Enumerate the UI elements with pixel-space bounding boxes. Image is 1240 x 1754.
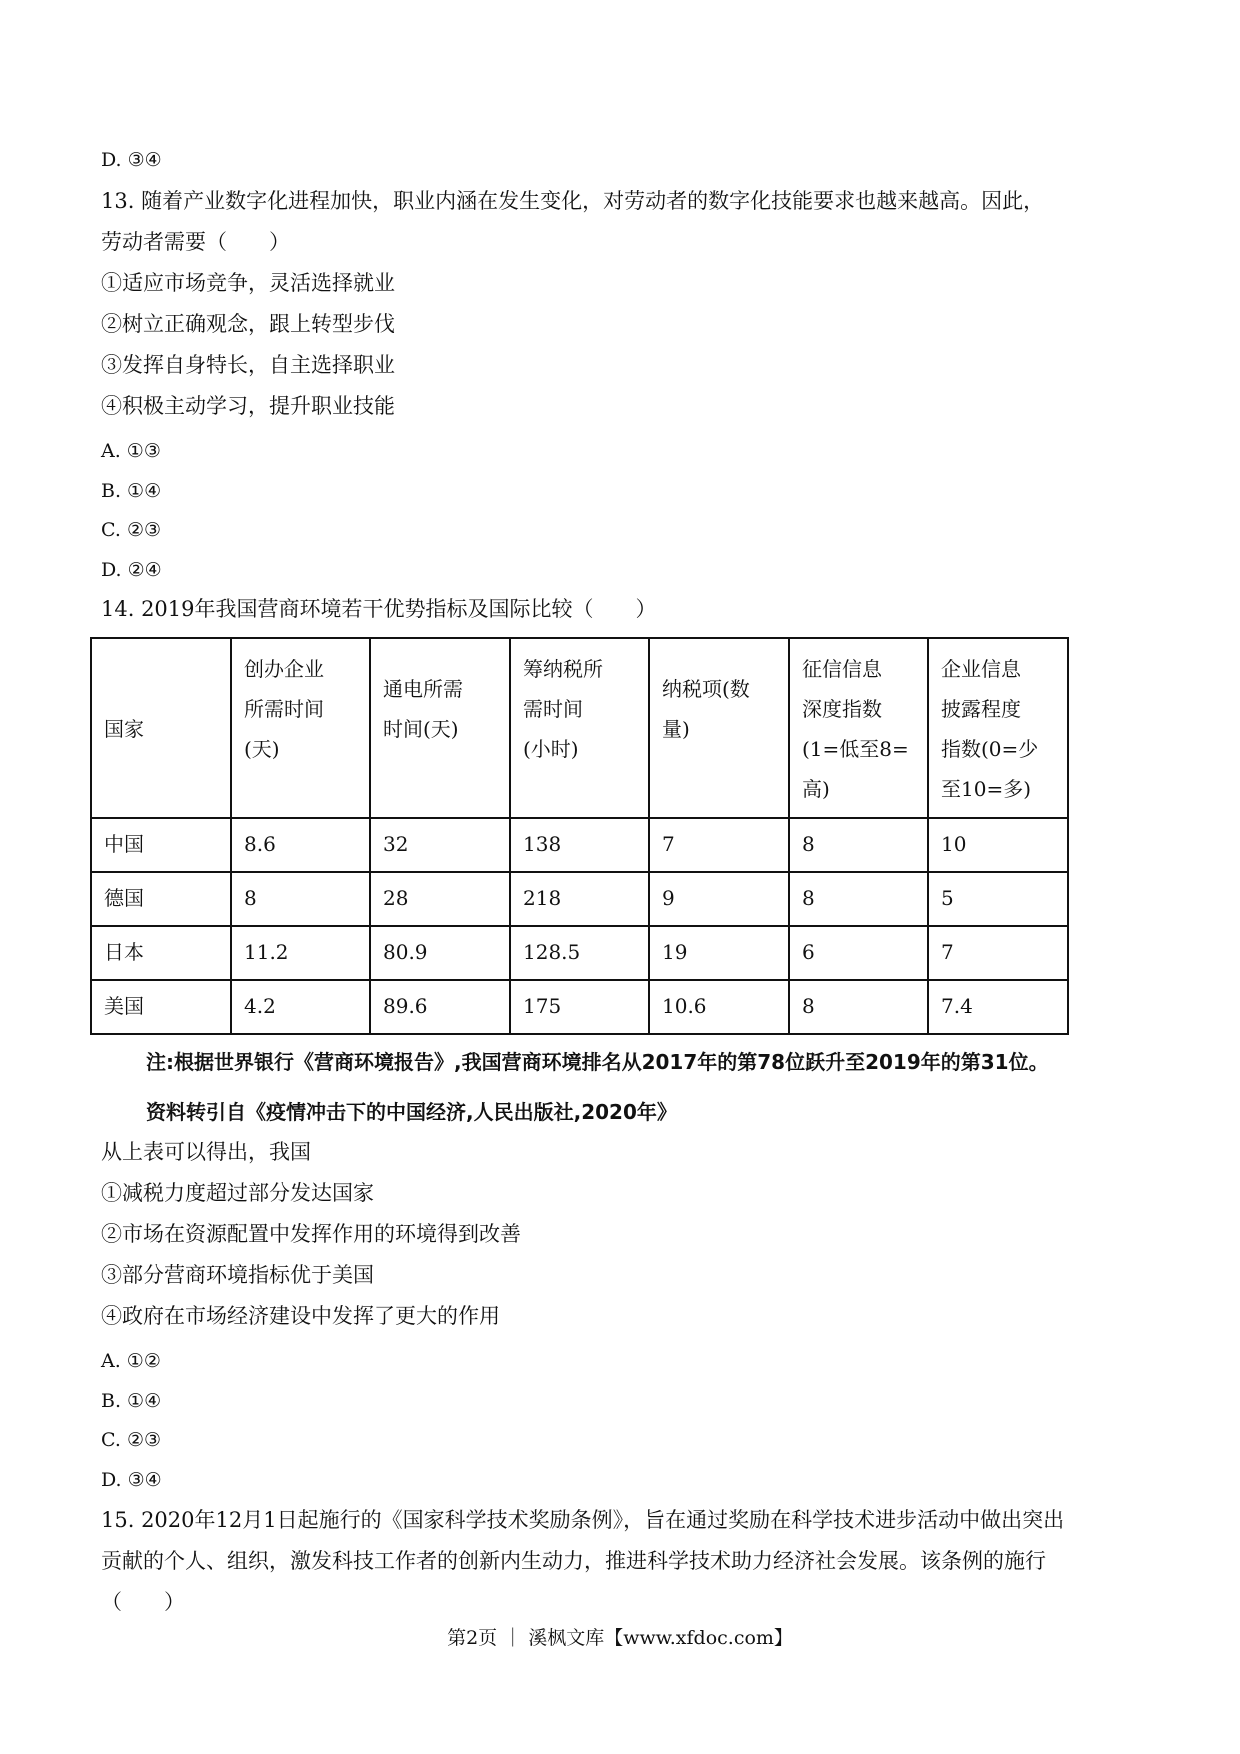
q14-note-source: 资料转引自《疫情冲击下的中国经济,人民出版社,2020年》	[146, 1100, 677, 1124]
table-cell: 7	[649, 818, 789, 872]
table-cell: 218	[510, 872, 649, 926]
q14-item-3: ③部分营商环境指标优于美国	[101, 1263, 374, 1287]
q15-stem-line2: 贡献的个人、组织，激发科技工作者的创新内生动力，推进科学技术助力经济社会发展。该条例的施行	[101, 1549, 1046, 1573]
table-cell: 10	[928, 818, 1068, 872]
q14-item-1: ①减税力度超过部分发达国家	[101, 1181, 374, 1205]
q14-lead: 从上表可以得出，我国	[101, 1140, 311, 1164]
table-row	[91, 980, 1068, 1034]
q14-stem: 14. 2019年我国营商环境若干优势指标及国际比较（ ）	[101, 597, 657, 621]
table-cell: 32	[370, 818, 510, 872]
table-cell: 6	[789, 926, 928, 980]
table-cell: 138	[510, 818, 649, 872]
table-cell: 80.9	[370, 926, 510, 980]
table-header-row	[91, 638, 1068, 818]
q13-item-3: ③发挥自身特长，自主选择职业	[101, 353, 395, 377]
header-cell: 创办企业 所需时间 (天)	[231, 638, 370, 818]
table-cell: 日本	[91, 926, 231, 980]
table-cell: 5	[928, 872, 1068, 926]
q14-item-4: ④政府在市场经济建设中发挥了更大的作用	[101, 1304, 500, 1328]
table-cell: 128.5	[510, 926, 649, 980]
q14-option-a: A. ①②	[101, 1350, 161, 1372]
table-cell: 175	[510, 980, 649, 1034]
table-cell: 10.6	[649, 980, 789, 1034]
table-cell: 9	[649, 872, 789, 926]
table-cell: 8	[789, 872, 928, 926]
header-cell: 纳税项(数 量)	[649, 638, 789, 818]
table-cell: 19	[649, 926, 789, 980]
q14-option-b: B. ①④	[101, 1390, 162, 1412]
table-cell: 7.4	[928, 980, 1068, 1034]
table-cell: 8.6	[231, 818, 370, 872]
q15-stem-line3: （ ）	[101, 1590, 185, 1614]
q14-item-2: ②市场在资源配置中发挥作用的环境得到改善	[101, 1222, 521, 1246]
table-cell: 28	[370, 872, 510, 926]
table-cell: 美国	[91, 980, 231, 1034]
q13-option-b: B. ①④	[101, 480, 162, 502]
q14-note-ranking: 注:根据世界银行《营商环境报告》,我国营商环境排名从2017年的第78位跃升至2019年的第31位。	[146, 1050, 1049, 1074]
q13-item-2: ②树立正确观念，跟上转型步伐	[101, 312, 395, 336]
q14-option-d: D. ③④	[101, 1469, 162, 1491]
table-cell: 8	[231, 872, 370, 926]
q13-option-d: D. ②④	[101, 559, 162, 581]
q12-option-d: D. ③④	[101, 149, 162, 171]
table-cell: 4.2	[231, 980, 370, 1034]
table-cell: 8	[789, 818, 928, 872]
table-row	[91, 926, 1068, 980]
header-cell: 征信信息 深度指数 (1=低至8= 高)	[789, 638, 928, 818]
q13-stem-line1: 13. 随着产业数字化进程加快，职业内涵在发生变化，对劳动者的数字化技能要求也越来越高。因此，	[101, 189, 1045, 213]
q13-option-c: C. ②③	[101, 519, 162, 541]
table-row	[91, 872, 1068, 926]
header-cell: 筹纳税所 需时间 (小时)	[510, 638, 649, 818]
table-cell: 8	[789, 980, 928, 1034]
header-cell: 企业信息 披露程度 指数(0=少 至10=多)	[928, 638, 1068, 818]
q13-option-a: A. ①③	[101, 440, 161, 462]
comparison-table	[90, 637, 1069, 1035]
header-cell: 通电所需 时间(天)	[370, 638, 510, 818]
q13-stem-line2: 劳动者需要（ ）	[101, 230, 290, 254]
table-row	[91, 818, 1068, 872]
table-cell: 7	[928, 926, 1068, 980]
q13-item-4: ④积极主动学习，提升职业技能	[101, 394, 395, 418]
table-cell: 中国	[91, 818, 231, 872]
table-cell: 11.2	[231, 926, 370, 980]
q15-stem-line1: 15. 2020年12月1日起施行的《国家科学技术奖励条例》，旨在通过奖励在科学技术进步活动中做出突出	[101, 1508, 1065, 1532]
q13-item-1: ①适应市场竞争，灵活选择就业	[101, 271, 395, 295]
page-footer: 第2页 ｜ 溪枫文库【www.xfdoc.com】	[447, 1627, 793, 1649]
header-cell: 国家	[91, 638, 231, 818]
table-cell: 89.6	[370, 980, 510, 1034]
table-cell: 德国	[91, 872, 231, 926]
q14-option-c: C. ②③	[101, 1429, 162, 1451]
